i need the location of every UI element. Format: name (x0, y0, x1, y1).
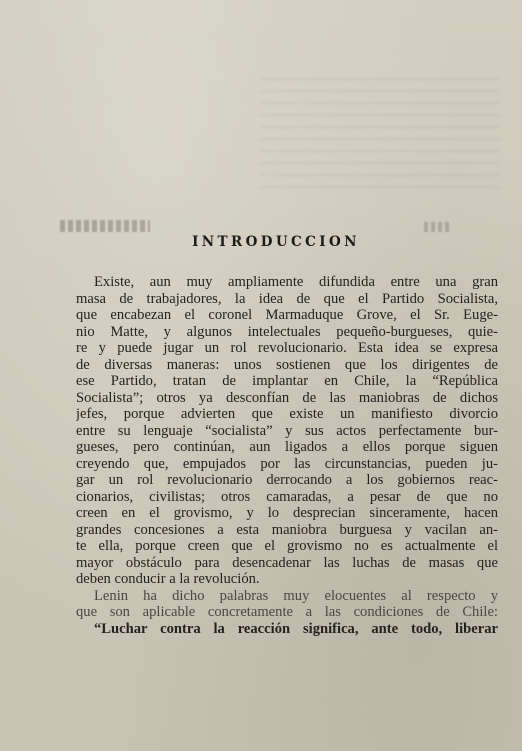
bleed-through-text (260, 78, 500, 198)
text-line: te ella, porque creen que el grovismo no es actualmente el (76, 538, 498, 554)
text-line: creen en el grovismo, y lo desprecian sinceramente, hacen (76, 505, 498, 521)
text-line: grandes concesiones a esta maniobra burguesa y vacilan an- (76, 521, 498, 538)
chapter-title: INTRODUCCION (192, 234, 360, 250)
text-line: creyendo que, empujados por las circunstancias, pueden ju- (76, 455, 498, 472)
text-line: masa de trabajadores, la idea de que el Partido Socialista, (76, 290, 498, 307)
body-text (76, 274, 498, 637)
faded-stamp-left (60, 220, 150, 232)
faded-stamp-right (424, 222, 452, 232)
text-line: re y puede jugar un rol revolucionario. Esta idea se expresa (76, 340, 498, 356)
text-line: de diversas maneras: unos sostienen que los dirigentes de (76, 356, 498, 373)
text-line: nio Matte, y algunos intelectuales pequeño-burgueses, quie- (76, 323, 498, 340)
text-line: mayor obstáculo para desencadenar las luchas de masas que (76, 554, 498, 571)
text-line: ese Partido, tratan de implantar en Chile, la “República (76, 373, 498, 389)
text-line: Socialista”; otros ya desconfían de las maniobras de dichos (76, 389, 498, 406)
text-line: cionarios, civilistas; otros camaradas, a pesar de que no (76, 488, 498, 505)
text-line: que encabezan el coronel Marmaduque Grove, el Sr. Euge- (76, 307, 498, 323)
text-line: que son aplicable concretamente a las condiciones de Chile: (76, 604, 498, 620)
text-line: deben conducir a la revolución. (76, 571, 260, 587)
text-line: gar un rol revolucionario derrocando a los gobiernos reac- (76, 472, 498, 488)
text-line: Lenin ha dicho palabras muy elocuentes al respecto y (94, 587, 498, 604)
text-line: gueses, pero continúan, aun ligados a ellos porque siguen (76, 439, 498, 455)
text-line: “Luchar contra la reacción significa, ante todo, liberar (94, 620, 498, 637)
text-line: Existe, aun muy ampliamente difundida entre una gran (94, 274, 498, 290)
text-line: jefes, porque advierten que existe un manifiesto divorcio (76, 406, 498, 422)
text-line: entre su lenguaje “socialista” y sus actos perfectamente bur- (76, 422, 498, 439)
